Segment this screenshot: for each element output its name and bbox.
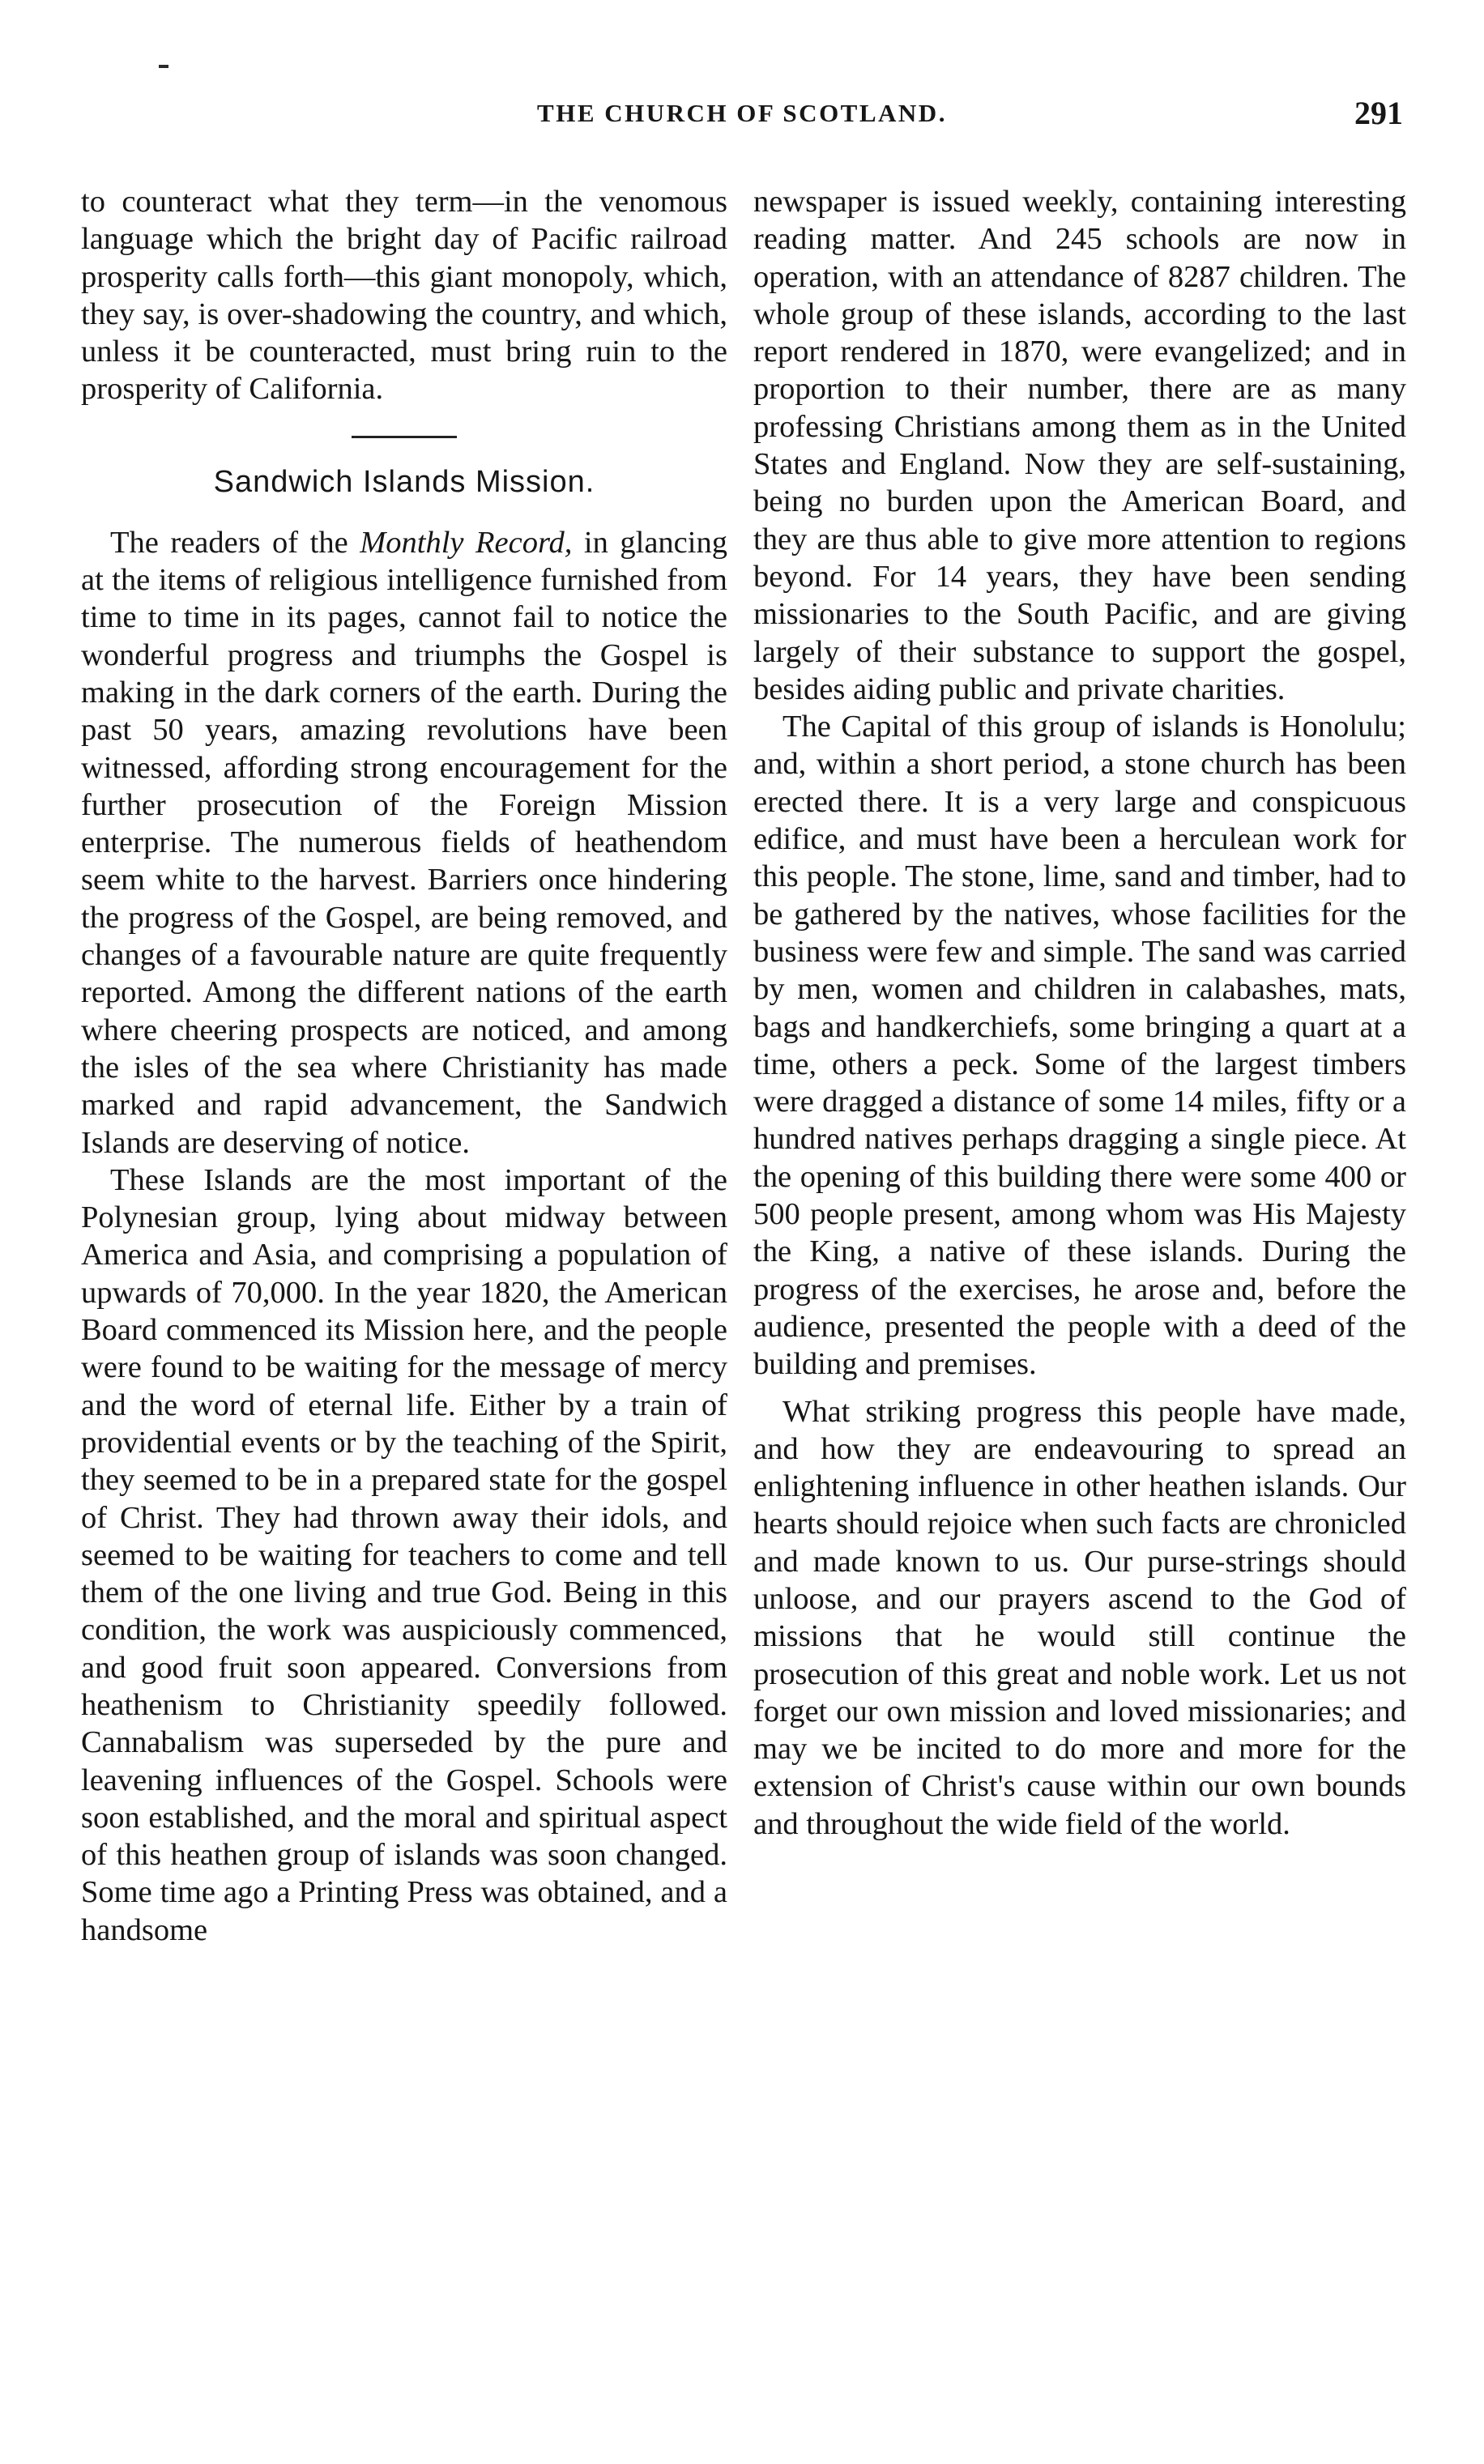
paragraph-progress: What striking progress this people have made, and how they are endeavouring to spread an enlightening influence in other heathen islands. Our hearts should rejoice when such facts are chronicled and made known to us. Our purse-strings should unloose, and our prayers ascend to the God of missions that he would still continue the prosecution of this great and noble work. Let us not forget our own mission and loved missionaries; and may we be incited to do more and more for the extension of Christ's cause within our own bounds and throughout the wide field of the world. bbox=[753, 1394, 1406, 1841]
right-column bbox=[753, 183, 1406, 1843]
running-head bbox=[81, 96, 1403, 144]
section-divider bbox=[352, 436, 457, 438]
continuation-paragraph: newspaper is issued weekly, containing interesting reading matter. And 245 schools are now in operation, with an attendance of 8287 children. The whole group of these islands, according to the last report rendered in 1870, were evangelized; and in proportion to their number, there are as many professing Christians among them as in the United States and England. Now they are self-sustaining, being no burden upon the American Board, and they are thus able to give more attention to regions beyond. For 14 years, they have been sending missionaries to the South Pacific, and are giving largely of their substance to support the gospel, besides aiding public and private charities. bbox=[753, 185, 1406, 706]
section-heading: Sandwich Islands Mission. bbox=[213, 464, 595, 499]
paragraph-readers-rest: in glancing at the items of religious intelligence furnished from time to time in its pages, cannot fail to notice the wonderful progress and triumphs the Gospel is making in the dark corners of the earth. During the past 50 years, amazing revolutions have been witnessed, affording strong encouragement for the further prosecution of the Foreign Mission enterprise. The numerous fields of heathendom seem white to the harvest. Barriers once hindering the progress of the Gospel, are being removed, and changes of a favourable nature are quite frequently reported. Among the different nations of the earth where cheering prospects are noticed, and among the isles of the sea where Christianity has made marked and rapid advancement, the Sandwich Islands are deserving of notice. bbox=[81, 525, 727, 1160]
paragraph-readers bbox=[81, 524, 727, 1162]
paragraph-gap bbox=[753, 1383, 1406, 1393]
stray-ink-mark bbox=[159, 65, 168, 68]
opening-paragraph: to counteract what they term—in the venomous language which the bright day of Pacific railroad prosperity calls forth—this giant monopoly, which, they say, is over-shadowing the country, and which, unless it be counteracted, must bring ruin to the prosperity of California. bbox=[81, 185, 727, 407]
publication-title: Monthly Record, bbox=[360, 525, 573, 560]
paragraph-capital: The Capital of this group of islands is Honolulu; and, within a short period, a stone church has been erected there. It is a very large and conspicuous edifice, and must have been a herculean work for this people. The stone, lime, sand and timber, had to be gathered by the natives, whose facilities for the business were few and simple. The sand was carried by men, women and children in calabashes, mats, bags and handkerchiefs, some bringing a quart at a time, others a peck. Some of the largest timbers were dragged a distance of some 14 miles, fifty or a hundred natives perhaps dragging a single piece. At the opening of this building there were some 400 or 500 people present, among whom was His Majesty the King, a native of these islands. During the progress of the exercises, he arose and, before the audience, presented the people with a deed of the building and premises. bbox=[753, 710, 1406, 1382]
paragraph-readers-start: The readers of the bbox=[110, 525, 360, 560]
running-title: THE CHURCH OF SCOTLAND. bbox=[537, 99, 947, 127]
page-number: 291 bbox=[1354, 95, 1403, 131]
paragraph-islands: These Islands are the most important of the Polynesian group, lying about midway between America and Asia, and comprising a population of upwards of 70,000. In the year 1820, the American Board commenced its Mission here, and the people were found to be waiting for the message of mercy and the word of eternal life. Either by a train of providential events or by the teaching of the Spirit, they seemed to be in a prepared state for the gospel of Christ. They had thrown away their idols, and seemed to be waiting for teachers to come and tell them of the one living and true God. Being in this condition, the work was auspiciously commenced, and good fruit soon appeared. Conversions from heathenism to Christianity speedily followed. Cannabalism was superseded by the pure and leavening influences of the Gospel. Schools were soon established, and the moral and spiritual aspect of this heathen group of islands was soon changed. Some time ago a Printing Press was obtained, and a handsome bbox=[81, 1162, 727, 1947]
left-column bbox=[81, 183, 727, 1949]
